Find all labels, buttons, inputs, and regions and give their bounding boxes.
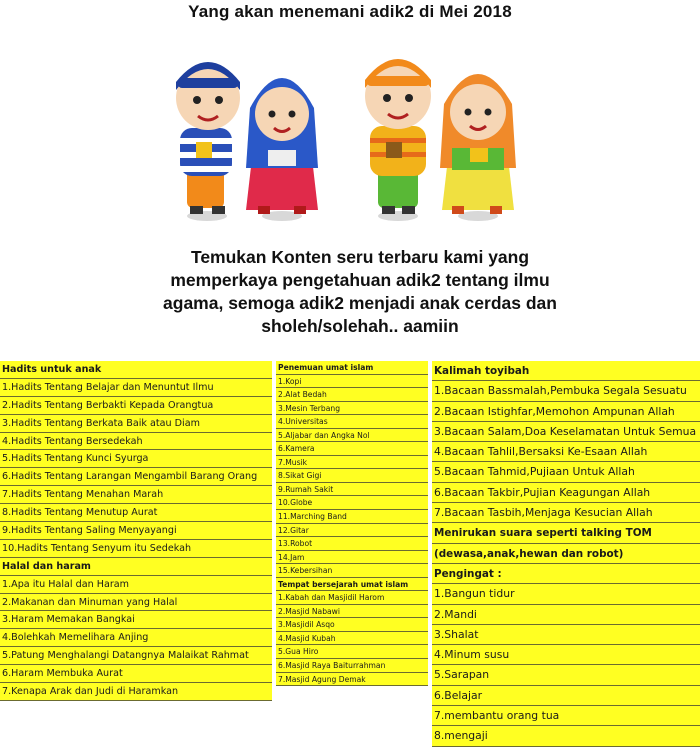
- list-item: 3.Hadits Tentang Berkata Baik atau Diam: [0, 415, 272, 433]
- section-header: Pengingat :: [432, 564, 700, 584]
- intro-text: [110, 246, 610, 338]
- list-item: 4.Masjid Kubah: [276, 632, 428, 646]
- doll-boy-yellow-shirt: [365, 59, 431, 221]
- list-item: 14.Jam: [276, 551, 428, 565]
- list-item: 3.Mesin Terbang: [276, 402, 428, 416]
- list-item: 5.Sarapan: [432, 665, 700, 685]
- list-item: 6.Bacaan Takbir,Pujian Keagungan Allah: [432, 483, 700, 503]
- list-item: 1.Apa itu Halal dan Haram: [0, 576, 272, 594]
- list-item: 1.Bangun tidur: [432, 584, 700, 604]
- list-item: 7.Bacaan Tasbih,Menjaga Kesucian Allah: [432, 503, 700, 523]
- list-item: 4.Bolehkah Memelihara Anjing: [0, 629, 272, 647]
- list-item: 10.Globe: [276, 496, 428, 510]
- intro-line: agama, semoga adik2 menjadi anak cerdas dan: [163, 293, 557, 313]
- list-item: 7.Hadits Tentang Menahan Marah: [0, 486, 272, 504]
- list-item: 9.Rumah Sakit: [276, 483, 428, 497]
- list-item: 11.Marching Band: [276, 510, 428, 524]
- list-item: 1.Kabah dan Masjidil Harom: [276, 591, 428, 605]
- section-header: Tempat bersejarah umat islam: [276, 578, 428, 592]
- list-item: 8.Sikat Gigi: [276, 469, 428, 483]
- page-title: Yang akan menemani adik2 di Mei 2018: [188, 2, 512, 21]
- list-item: 15.Kebersihan: [276, 564, 428, 578]
- list-item: 8.Hadits Tentang Menutup Aurat: [0, 504, 272, 522]
- list-item: 5.Patung Menghalangi Datangnya Malaikat Rahmat: [0, 647, 272, 665]
- list-item: 5.Gua Hiro: [276, 645, 428, 659]
- section-header: Menirukan suara seperti talking TOM: [432, 523, 700, 543]
- intro-line: Temukan Konten seru terbaru kami yang: [190, 247, 530, 267]
- list-item: 1.Hadits Tentang Belajar dan Menuntut Ilmu: [0, 379, 272, 397]
- character-dolls-illustration: [140, 38, 540, 228]
- list-item: 8.mengaji: [432, 726, 700, 746]
- list-item: 2.Masjid Nabawi: [276, 605, 428, 619]
- list-item: 5.Bacaan Tahmid,Pujiaan Untuk Allah: [432, 462, 700, 482]
- list-item: 3.Shalat: [432, 625, 700, 645]
- list-item: 4.Bacaan Tahlil,Bersaksi Ke-Esaan Allah: [432, 442, 700, 462]
- content-list-hadits-halal: [0, 361, 272, 701]
- list-item: 6.Kamera: [276, 442, 428, 456]
- intro-line: memperkaya pengetahuan adik2 tentang ilmu: [170, 270, 550, 290]
- list-item: 9.Hadits Tentang Saling Menyayangi: [0, 522, 272, 540]
- doll-girl-orange-hijab: [440, 74, 516, 221]
- list-item: 7.Musik: [276, 456, 428, 470]
- list-item: 7.Kenapa Arak dan Judi di Haramkan: [0, 683, 272, 701]
- list-item: 5.Hadits Tentang Kunci Syurga: [0, 450, 272, 468]
- section-header: Hadits untuk anak: [0, 361, 272, 379]
- list-item: 2.Makanan dan Minuman yang Halal: [0, 594, 272, 612]
- list-item: 10.Hadits Tentang Senyum itu Sedekah: [0, 540, 272, 558]
- list-item: 6.Belajar: [432, 686, 700, 706]
- list-item: 6.Masjid Raya Baiturrahman: [276, 659, 428, 673]
- doll-girl-blue-hijab: [246, 78, 318, 221]
- list-item: 2.Bacaan Istighfar,Memohon Ampunan Allah: [432, 402, 700, 422]
- list-item: 3.Bacaan Salam,Doa Keselamatan Untuk Semua: [432, 422, 700, 442]
- list-item: 1.Kopi: [276, 375, 428, 389]
- list-item: 4.Hadits Tentang Bersedekah: [0, 433, 272, 451]
- list-item: 2.Hadits Tentang Berbakti Kepada Orangtua: [0, 397, 272, 415]
- section-header: (dewasa,anak,hewan dan robot): [432, 544, 700, 564]
- list-item: 5.Aljabar dan Angka Nol: [276, 429, 428, 443]
- list-item: 1.Bacaan Bassmalah,Pembuka Segala Sesuatu: [432, 381, 700, 401]
- list-item: 12.Gitar: [276, 524, 428, 538]
- section-header: Kalimah toyibah: [432, 361, 700, 381]
- list-item: 13.Robot: [276, 537, 428, 551]
- list-item: 4.Minum susu: [432, 645, 700, 665]
- content-list-kalimah-pengingat: [432, 361, 700, 747]
- intro-line: sholeh/solehah.. aamiin: [261, 316, 459, 336]
- list-item: 3.Masjidil Asqo: [276, 618, 428, 632]
- list-item: 3.Haram Memakan Bangkai: [0, 611, 272, 629]
- list-item: 4.Universitas: [276, 415, 428, 429]
- list-item: 7.Masjid Agung Demak: [276, 673, 428, 687]
- list-item: 2.Alat Bedah: [276, 388, 428, 402]
- list-item: 6.Hadits Tentang Larangan Mengambil Barang Orang: [0, 468, 272, 486]
- section-header: Penemuan umat islam: [276, 361, 428, 375]
- list-item: 2.Mandi: [432, 605, 700, 625]
- doll-boy-blue-shirt: [176, 62, 240, 221]
- list-item: 6.Haram Membuka Aurat: [0, 665, 272, 683]
- section-header: Halal dan haram: [0, 558, 272, 576]
- list-item: 7.membantu orang tua: [432, 706, 700, 726]
- content-list-penemuan-tempat: [276, 361, 428, 686]
